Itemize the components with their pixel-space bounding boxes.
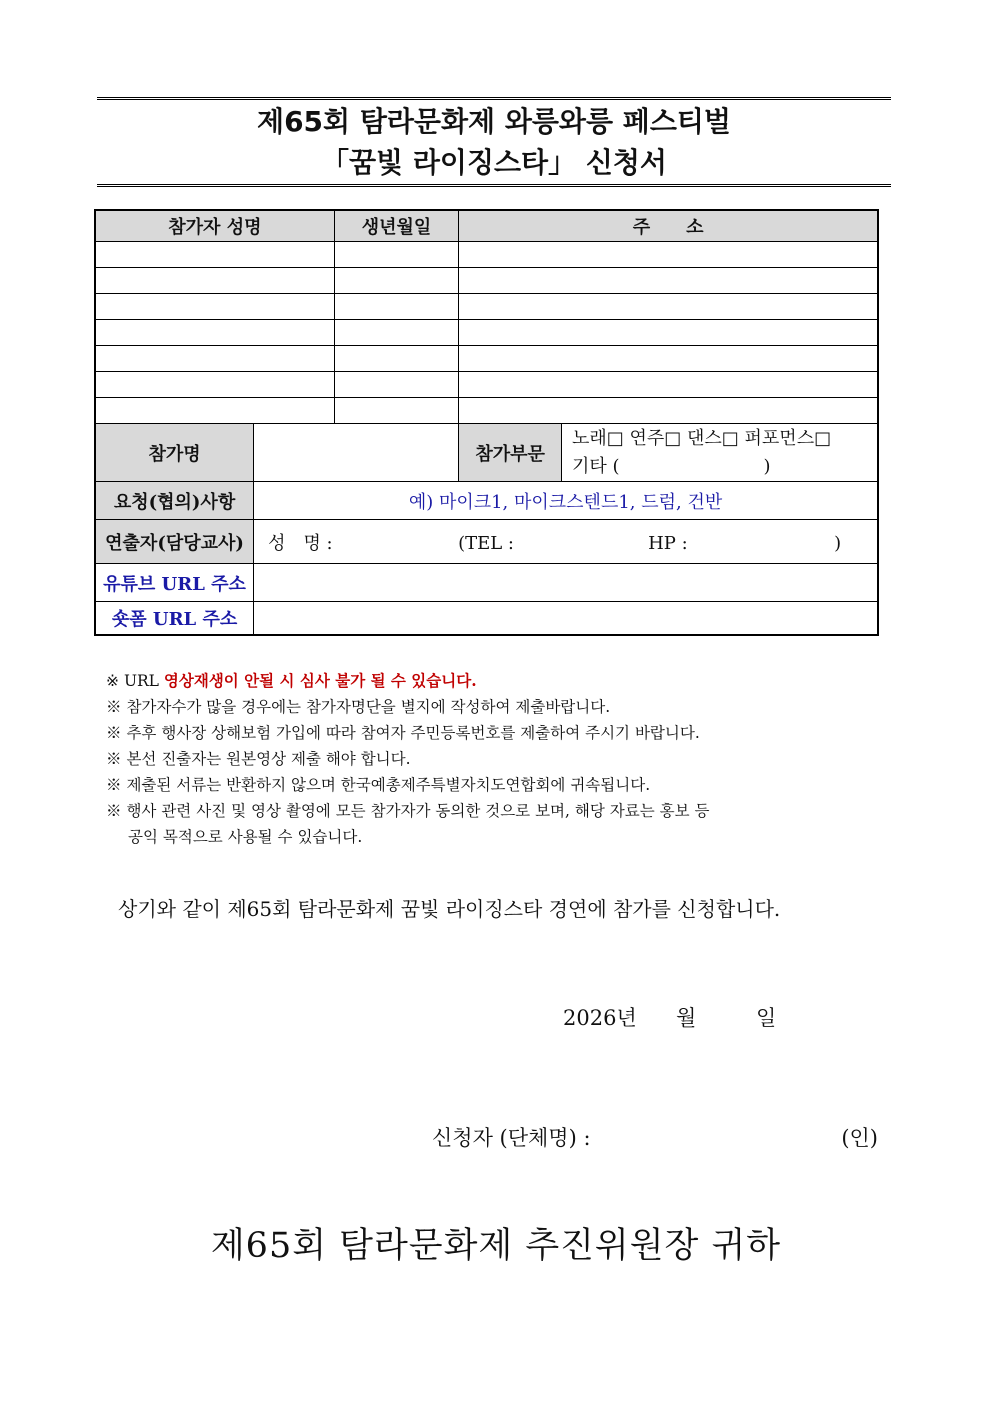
title-top-rule [97, 97, 891, 100]
participant-name-cell[interactable] [95, 398, 334, 424]
participant-name-cell[interactable] [95, 242, 334, 268]
title-block [97, 97, 891, 187]
addressee: 제65회 탐라문화제 추진위원장 귀하 [210, 1226, 782, 1266]
note-mark: ※ [106, 776, 122, 794]
category-options-line1: 노래□ 연주□ 댄스□ 퍼포먼스□ [572, 427, 832, 449]
participant-row [95, 268, 878, 294]
note-continuation: 공익 목적으로 사용될 수 있습니다. [128, 828, 363, 846]
participant-birth-cell[interactable] [334, 372, 459, 398]
participant-address-cell[interactable] [459, 268, 878, 294]
request-field[interactable]: 예) 마이크1, 마이크스텐드1, 드럼, 건반 [254, 482, 878, 520]
team-name-label: 참가명 [95, 424, 254, 482]
applicant-label: 신청자 (단체명) : [432, 1126, 591, 1150]
participant-name-cell[interactable] [95, 372, 334, 398]
header-birthdate: 생년월일 [334, 210, 459, 242]
participant-row [95, 242, 878, 268]
note-text: 추후 행사장 상해보험 가입에 따라 참여자 주민등록번호를 제출하여 주시기 바랍니다. [126, 724, 700, 742]
note-warning: 영상재생이 안될 시 심사 불가 될 수 있습니다. [163, 671, 477, 690]
category-options[interactable] [562, 424, 878, 482]
participant-row [95, 372, 878, 398]
participant-name-cell[interactable] [95, 294, 334, 320]
date-year: 2026년 [563, 1006, 637, 1030]
date-day: 일 [756, 1006, 777, 1030]
participant-name-cell[interactable] [95, 320, 334, 346]
category-label: 참가부문 [459, 424, 562, 482]
note-item [106, 746, 846, 772]
youtube-url-label: 유튜브 URL 주소 [95, 564, 254, 602]
participant-row [95, 294, 878, 320]
participant-birth-cell[interactable] [334, 268, 459, 294]
participant-name-cell[interactable] [95, 346, 334, 372]
header-participant-name: 참가자 성명 [95, 210, 334, 242]
note-mark: ※ [106, 672, 119, 690]
note-mark: ※ [106, 724, 122, 742]
participant-row [95, 320, 878, 346]
participant-birth-cell[interactable] [334, 398, 459, 424]
participant-name-cell[interactable] [95, 268, 334, 294]
note-mark: ※ [106, 802, 122, 820]
participant-address-cell[interactable] [459, 320, 878, 346]
note-text: 참가자수가 많을 경우에는 참가자명단을 별지에 작성하여 제출바랍니다. [126, 698, 611, 716]
director-name-label: 성 명 : [268, 532, 333, 554]
category-options-line2: 기타 ( ) [572, 455, 771, 477]
director-field[interactable] [254, 520, 878, 564]
note-item [106, 694, 846, 720]
note-text: 행사 관련 사진 및 영상 촬영에 모든 참가자가 동의한 것으로 보며, 해당 자료는 홍보 등 [126, 802, 710, 820]
seal-mark: (인) [841, 1126, 878, 1150]
note-item [106, 772, 846, 798]
note-item [106, 798, 846, 824]
participant-birth-cell[interactable] [334, 294, 459, 320]
participant-birth-cell[interactable] [334, 242, 459, 268]
participant-row [95, 398, 878, 424]
team-name-field[interactable] [254, 424, 459, 482]
director-tel-label: (TEL : [458, 532, 514, 554]
date-month: 월 [676, 1006, 697, 1030]
participant-address-cell[interactable] [459, 294, 878, 320]
note-mark: ※ [106, 750, 122, 768]
participant-birth-cell[interactable] [334, 320, 459, 346]
application-date [563, 1002, 776, 1032]
form-title: 제65회 탐라문화제 와릉와릉 페스티벌 [257, 105, 731, 138]
note-url-prefix: URL [123, 672, 159, 690]
applicant-line [432, 1122, 878, 1152]
participant-birth-cell[interactable] [334, 346, 459, 372]
shorts-url-label: 숏폼 URL 주소 [95, 602, 254, 635]
declaration: 상기와 같이 제65회 탐라문화제 꿈빛 라이징스타 경연에 참가를 신청합니다. [118, 897, 781, 921]
participant-address-cell[interactable] [459, 242, 878, 268]
header-address: 주 소 [459, 210, 878, 242]
note-item [106, 668, 846, 694]
youtube-url-field[interactable] [254, 564, 878, 602]
note-mark: ※ [106, 698, 122, 716]
participant-address-cell[interactable] [459, 346, 878, 372]
note-text: 본선 진출자는 원본영상 제출 해야 합니다. [126, 750, 411, 768]
director-label: 연출자(담당교사) [95, 520, 254, 564]
form-subtitle: 「꿈빛 라이징스타」 신청서 [321, 146, 667, 179]
note-item [106, 720, 846, 746]
note-text: 제출된 서류는 반환하지 않으며 한국예총제주특별자치도연합회에 귀속됩니다. [126, 776, 651, 794]
application-table [94, 209, 879, 636]
participant-row [95, 346, 878, 372]
participant-address-cell[interactable] [459, 372, 878, 398]
director-close-paren: ) [834, 532, 842, 554]
notes-list [106, 668, 846, 850]
participant-address-cell[interactable] [459, 398, 878, 424]
director-hp-label: HP : [648, 532, 688, 554]
shorts-url-field[interactable] [254, 602, 878, 635]
title-bottom-rule [97, 184, 891, 187]
request-label: 요청(협의)사항 [95, 482, 254, 520]
